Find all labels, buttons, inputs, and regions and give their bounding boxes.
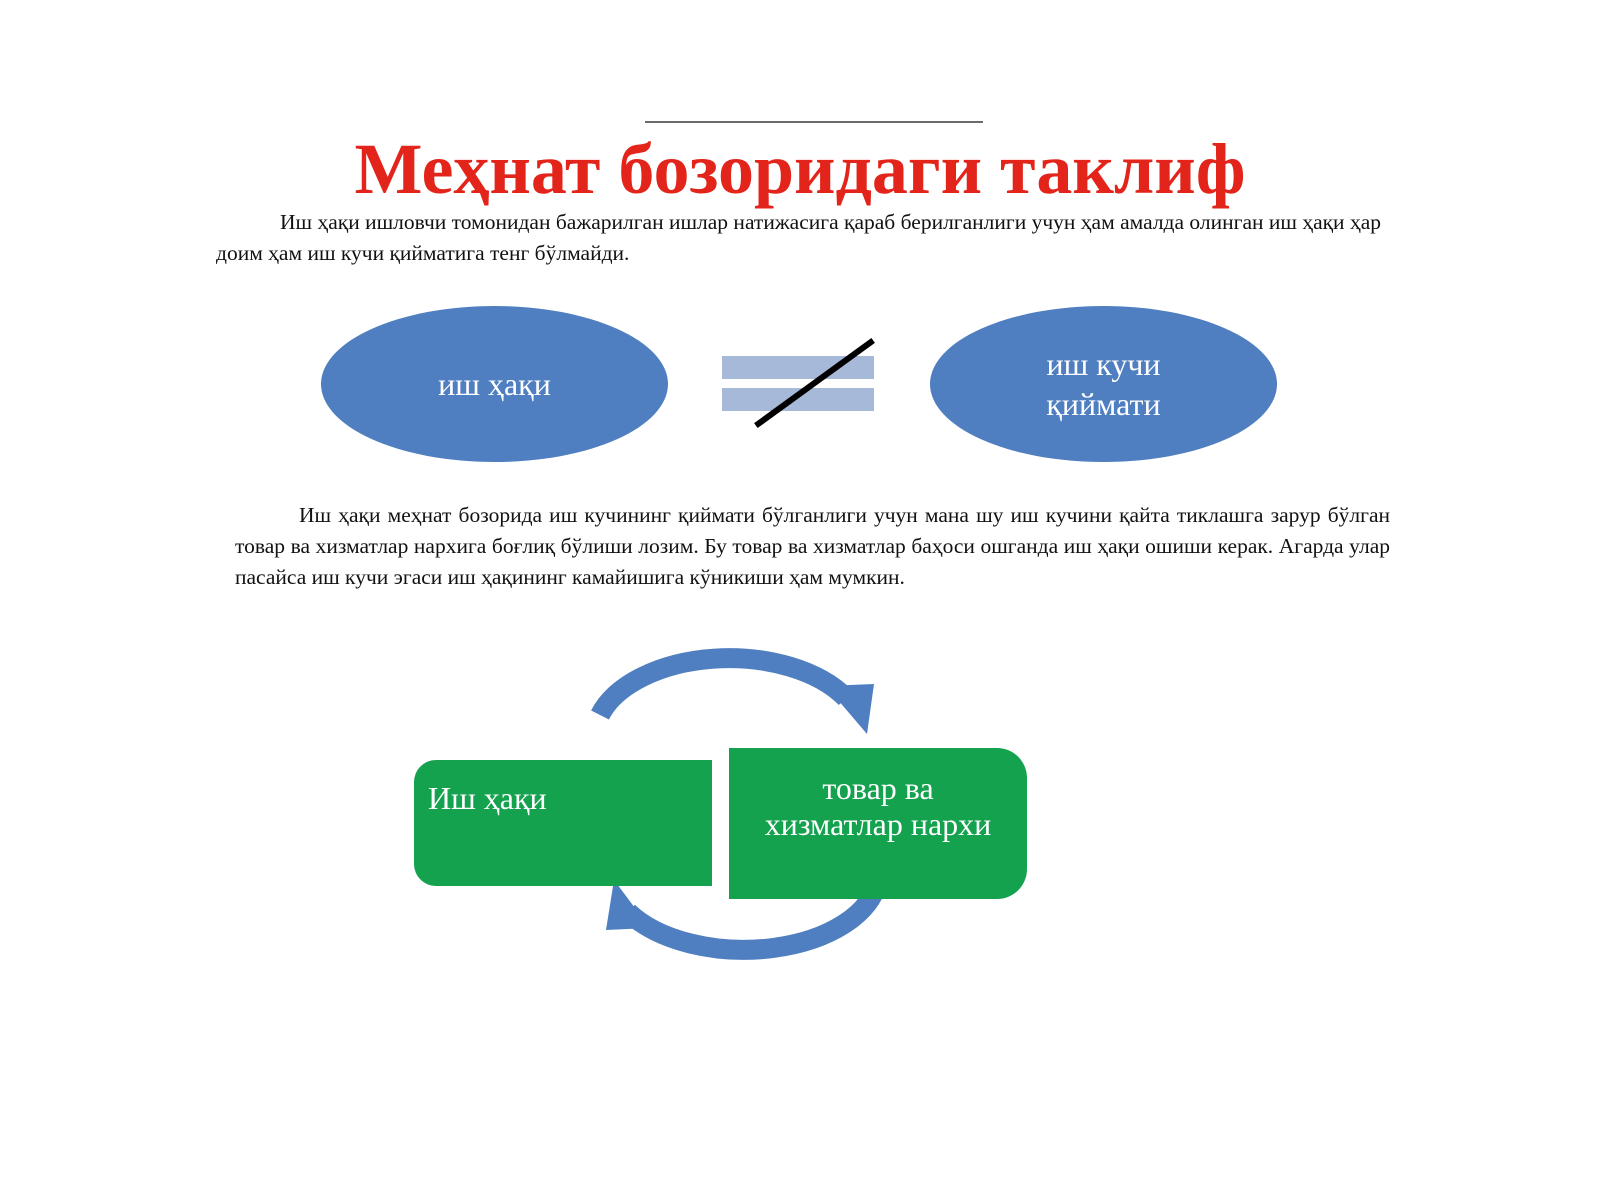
- top-arrowhead: [826, 684, 874, 734]
- wage-ellipse-label: иш ҳақи: [438, 366, 551, 402]
- labor-value-ellipse: [930, 306, 1277, 462]
- labor-value-line-1: иш кучи: [1046, 346, 1161, 382]
- paragraph-1: Иш ҳақи ишловчи томонидан бажарилган ишлар натижасига қараб берилганлиги учун ҳам амалда олинган иш ҳақи ҳар доим ҳам иш кучи қийматига тенг бўлмайди.: [216, 210, 1381, 265]
- not-equal-slash: [754, 338, 875, 428]
- page-title: Меҳнат бозоридаги таклиф: [354, 129, 1246, 209]
- top-divider: [645, 121, 983, 123]
- wage-ellipse: [321, 306, 668, 462]
- prices-box-line-1: товар ва: [822, 770, 934, 806]
- labor-value-line-2: қиймати: [1046, 386, 1161, 422]
- top-cycle-arrow: [600, 658, 846, 715]
- prices-box: [729, 748, 1027, 899]
- prices-box-line-2: хизматлар нархи: [764, 806, 992, 842]
- not-equal-icon: [722, 340, 877, 425]
- wage-box: [414, 760, 712, 886]
- wage-box-label: Иш ҳақи: [428, 780, 547, 816]
- bottom-arrowhead: [606, 880, 650, 930]
- labor-value-ellipse-label: [1046, 344, 1160, 424]
- paragraph-2: Иш ҳақи меҳнат бозорида иш кучининг қиймати бўлганлиги учун мана шу иш кучини қайта тиклашга зарур бўлган товар ва хизматлар нархига боғлиқ бўлиши лозим. Бу товар ва хизматлар баҳоси ошганда иш ҳақи ошиши керак. Агарда улар пасайса иш кучи эгаси иш ҳақининг камайишига кўникиши ҳам мумкин.: [235, 503, 1390, 589]
